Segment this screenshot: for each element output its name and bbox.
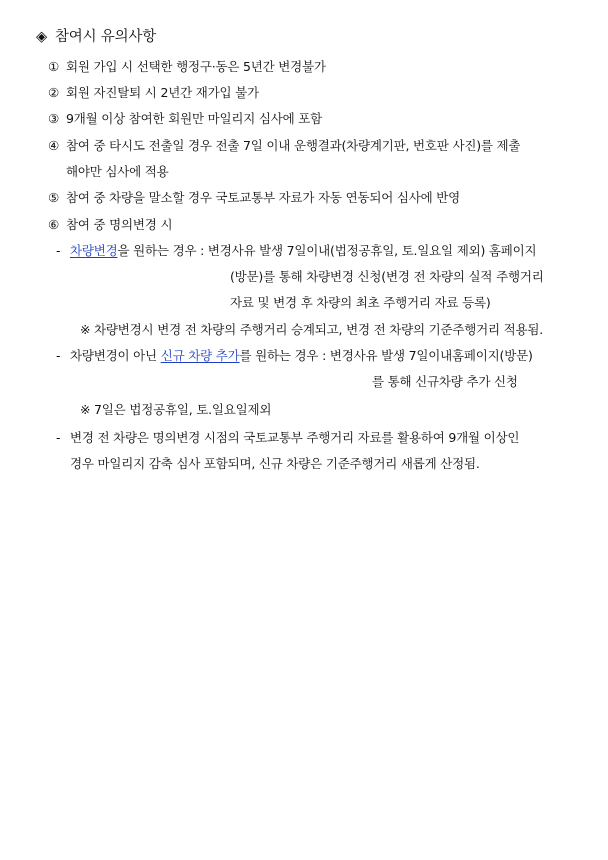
- item-text: 참여 중 차량을 말소할 경우 국토교통부 자료가 자동 연동되어 심사에 반영: [66, 190, 460, 205]
- change-vehicle-line-3: 자료 및 변경 후 차량의 최초 주행거리 자료 등록): [230, 295, 491, 310]
- item-text: 회원 가입 시 선택한 행정구·동은 5년간 변경불가: [66, 59, 326, 74]
- change-vehicle-condition: 을 원하는 경우 : 변경사유 발생 7일이내(법정공휴일, 토.일요일 제외) 홈페이지: [117, 243, 537, 258]
- mileage-note-text: 변경 전 차량은 명의변경 시점의 국토교통부 주행거리 자료를 활용하여 9개월 이상인: [70, 430, 520, 445]
- notice-item-5: [48, 190, 460, 206]
- change-vehicle-note: ※ 차량변경시 변경 전 차량의 주행거리 승계되고, 변경 전 차량의 기준주행거리 적용됨.: [80, 322, 544, 337]
- change-vehicle-link[interactable]: 차량변경: [70, 243, 118, 258]
- notice-item-2: [48, 85, 259, 101]
- change-vehicle-line-2: (방문)를 통해 차량변경 신청(변경 전 차량의 실적 주행거리: [230, 269, 544, 284]
- change-vehicle-line: [56, 243, 536, 259]
- new-vehicle-line: [56, 348, 533, 364]
- mileage-note-line-2: 경우 마일리지 감축 심사 포함되며, 신규 차량은 기준주행거리 새롭게 산정됨.: [70, 456, 480, 471]
- notice-item-3: [48, 111, 322, 127]
- notice-item-4-continued: 해야만 심사에 적용: [66, 164, 169, 179]
- item-number: ④: [48, 138, 60, 153]
- notice-item-4: [48, 138, 578, 154]
- section-title: 참여시 유의사항: [54, 29, 157, 45]
- new-vehicle-condition: 를 원하는 경우 : 변경사유 발생 7일이내홈페이지(방문): [239, 348, 533, 363]
- item-text: 참여 중 타시도 전출일 경우 전출 7일 이내 운행결과(차량계기판, 번호판 사진)를 제출: [66, 138, 521, 153]
- item-text: 9개월 이상 참여한 회원만 마일리지 심사에 포함: [66, 111, 323, 126]
- item-number: ⑤: [48, 190, 60, 205]
- dash-bullet: -: [56, 243, 61, 258]
- diamond-bullet-icon: ◈: [36, 29, 47, 45]
- mileage-note-line-1: [56, 430, 519, 446]
- section-heading: [36, 28, 156, 46]
- item-number: ⑥: [48, 217, 60, 232]
- item-text: 참여 중 명의변경 시: [66, 217, 173, 232]
- new-vehicle-link[interactable]: 신규 차량 추가: [160, 348, 240, 363]
- item-number: ①: [48, 59, 60, 74]
- dash-bullet: -: [56, 430, 61, 445]
- dash-bullet: -: [56, 348, 61, 363]
- item-number: ②: [48, 85, 60, 100]
- notice-item-6: [48, 217, 172, 233]
- item-text: 회원 자진탈퇴 시 2년간 재가입 불가: [66, 85, 259, 100]
- new-vehicle-note: ※ 7일은 법정공휴일, 토.일요일제외: [80, 402, 272, 417]
- new-vehicle-line-2: 를 통해 신규차량 추가 신청: [372, 374, 518, 389]
- item-number: ③: [48, 111, 60, 126]
- notice-item-1: [48, 59, 326, 75]
- new-vehicle-prefix: 차량변경이 아닌: [70, 348, 161, 363]
